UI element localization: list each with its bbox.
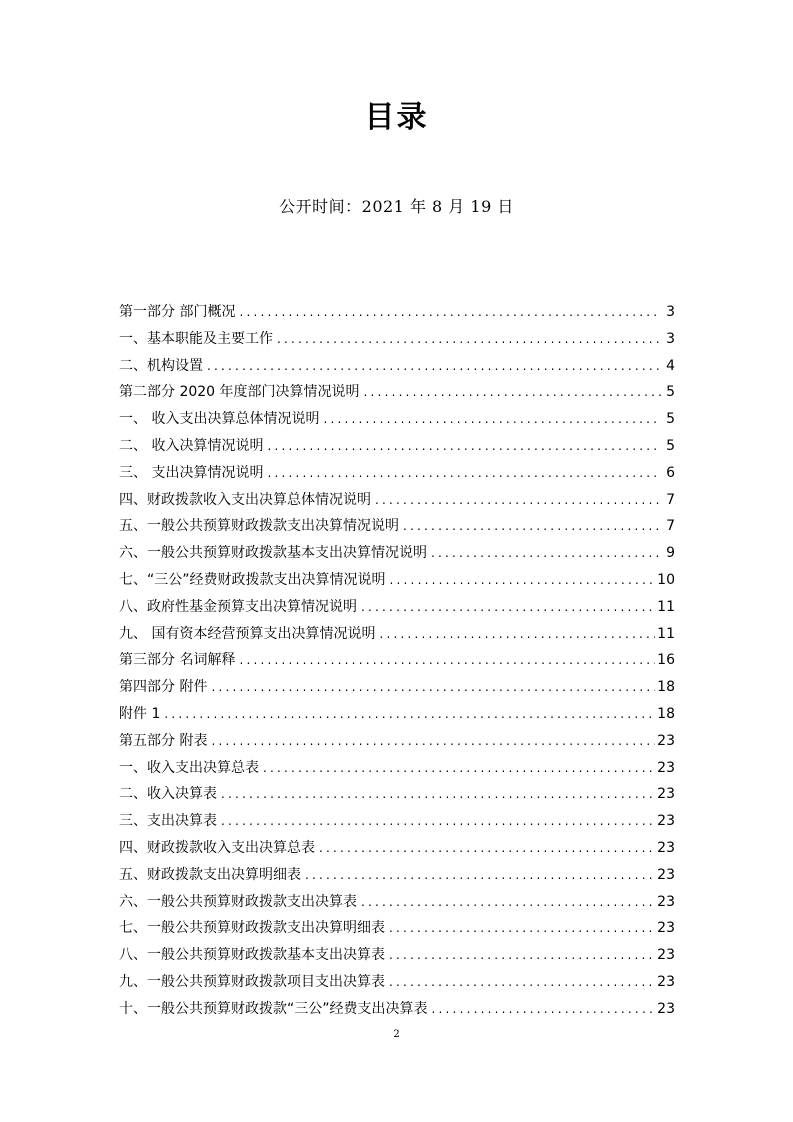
toc-entry-page: 18 [657, 679, 675, 696]
table-of-contents [119, 299, 675, 1023]
toc-entry[interactable] [119, 808, 675, 835]
toc-entry[interactable] [119, 781, 675, 808]
toc-entry[interactable] [119, 728, 675, 755]
toc-leader-dots [390, 567, 656, 594]
toc-entry-label: 附件 1 [119, 705, 161, 722]
toc-entry-page: 6 [666, 464, 675, 481]
toc-leader-dots [375, 487, 661, 514]
toc-leader-dots [305, 862, 655, 889]
toc-leader-dots [364, 379, 661, 406]
toc-entry-label: 第三部分 名词解释 [119, 652, 236, 669]
toc-leader-dots [379, 621, 655, 648]
toc-entry-label: 四、财政拨款收入支出决算总体情况说明 [119, 491, 371, 508]
toc-entry-page: 5 [666, 437, 675, 454]
toc-entry[interactable] [119, 540, 675, 567]
toc-entry[interactable] [119, 299, 675, 326]
toc-entry-label: 六、一般公共预算财政拨款支出决算表 [119, 893, 357, 910]
toc-entry-label: 四、财政拨款收入支出决算总表 [119, 839, 315, 856]
toc-leader-dots [403, 513, 661, 540]
toc-entry[interactable] [119, 513, 675, 540]
toc-entry-label: 八、政府性基金预算支出决算情况说明 [119, 598, 357, 615]
toc-entry-page: 7 [666, 491, 675, 508]
toc-entry-page: 3 [666, 330, 675, 347]
toc-entry[interactable] [119, 621, 675, 648]
toc-entry-label: 第一部分 部门概况 [119, 304, 236, 320]
toc-entry-page: 23 [657, 1000, 675, 1017]
toc-entry-page: 23 [657, 893, 675, 910]
toc-leader-dots [221, 781, 655, 808]
publish-date: 公开时间：2021 年 8 月 19 日 [279, 197, 514, 216]
toc-entry-page: 7 [666, 518, 675, 535]
toc-entry-page: 23 [657, 839, 675, 856]
toc-entry-label: 六、一般公共预算财政拨款基本支出决算情况说明 [119, 545, 427, 562]
toc-leader-dots [207, 353, 661, 380]
toc-entry-label: 第二部分 2020 年度部门决算情况说明 [119, 384, 360, 401]
toc-entry-page: 23 [657, 920, 675, 937]
toc-entry-page: 23 [657, 866, 675, 883]
toc-entry-page: 23 [657, 786, 675, 803]
toc-entry-page: 5 [666, 384, 675, 401]
toc-leader-dots [267, 433, 661, 460]
toc-entry-label: 七、“三公”经费财政拨款支出决算情况说明 [119, 571, 386, 588]
toc-entry-page: 23 [657, 813, 675, 830]
toc-entry[interactable] [119, 674, 675, 701]
toc-entry[interactable] [119, 594, 675, 621]
toc-entry-page: 11 [657, 598, 675, 615]
toc-entry-page: 23 [657, 759, 675, 776]
toc-entry[interactable] [119, 942, 675, 969]
toc-entry[interactable] [119, 755, 675, 782]
toc-entry-label: 二、 收入决算情况说明 [119, 437, 264, 454]
toc-leader-dots [323, 406, 661, 433]
toc-entry[interactable] [119, 996, 675, 1023]
toc-entry-label: 第四部分 附件 [119, 679, 208, 696]
toc-entry[interactable] [119, 460, 675, 487]
toc-entry[interactable] [119, 647, 675, 674]
toc-leader-dots [211, 674, 655, 701]
toc-entry-label: 一、基本职能及主要工作 [119, 330, 273, 347]
toc-leader-dots [267, 460, 661, 487]
toc-entry-label: 二、机构设置 [119, 357, 203, 374]
toc-leader-dots [164, 701, 655, 728]
toc-entry-page: 18 [657, 705, 675, 722]
page-number: 2 [393, 1029, 400, 1040]
toc-entry-label: 五、一般公共预算财政拨款支出决算情况说明 [119, 518, 399, 535]
toc-leader-dots [277, 326, 661, 353]
toc-entry[interactable] [119, 701, 675, 728]
toc-leader-dots [432, 996, 656, 1023]
toc-entry-page: 23 [657, 973, 675, 990]
toc-leader-dots [319, 835, 655, 862]
toc-entry-page: 23 [657, 947, 675, 964]
page-title: 目录 [364, 100, 429, 135]
toc-entry[interactable] [119, 433, 675, 460]
toc-entry[interactable] [119, 326, 675, 353]
toc-entry[interactable] [119, 889, 675, 916]
toc-entry-page: 10 [657, 571, 675, 588]
toc-leader-dots [431, 540, 661, 567]
toc-entry[interactable] [119, 567, 675, 594]
toc-entry-page: 9 [666, 545, 675, 562]
toc-leader-dots [239, 299, 661, 326]
toc-entry[interactable] [119, 835, 675, 862]
toc-leader-dots [389, 969, 655, 996]
toc-entry-label: 十、一般公共预算财政拨款“三公”经费支出决算表 [119, 1000, 428, 1017]
toc-leader-dots [389, 942, 655, 969]
toc-entry-label: 三、支出决算表 [119, 813, 217, 830]
toc-entry[interactable] [119, 353, 675, 380]
toc-entry-page: 23 [657, 732, 675, 749]
toc-leader-dots [389, 915, 655, 942]
toc-leader-dots [221, 808, 655, 835]
toc-entry[interactable] [119, 487, 675, 514]
toc-entry[interactable] [119, 379, 675, 406]
toc-leader-dots [361, 889, 655, 916]
toc-entry-label: 第五部分 附表 [119, 732, 208, 749]
toc-leader-dots [211, 728, 655, 755]
toc-entry[interactable] [119, 969, 675, 996]
toc-entry-page: 3 [666, 304, 675, 320]
toc-entry-label: 一、收入支出决算总表 [119, 759, 259, 776]
toc-entry-page: 4 [666, 357, 675, 374]
toc-entry-label: 二、收入决算表 [119, 786, 217, 803]
toc-entry-label: 九、一般公共预算财政拨款项目支出决算表 [119, 973, 385, 990]
toc-entry[interactable] [119, 406, 675, 433]
toc-entry-page: 11 [657, 625, 675, 642]
toc-entry-label: 八、一般公共预算财政拨款基本支出决算表 [119, 947, 385, 964]
toc-leader-dots [239, 647, 655, 674]
toc-entry[interactable] [119, 862, 675, 889]
toc-entry-page: 5 [666, 411, 675, 428]
toc-entry-label: 九、 国有资本经营预算支出决算情况说明 [119, 625, 376, 642]
toc-entry-label: 七、一般公共预算财政拨款支出决算明细表 [119, 920, 385, 937]
toc-entry-label: 一、 收入支出决算总体情况说明 [119, 411, 320, 428]
toc-leader-dots [263, 755, 655, 782]
toc-entry-label: 五、财政拨款支出决算明细表 [119, 866, 301, 883]
toc-entry[interactable] [119, 915, 675, 942]
toc-entry-label: 三、 支出决算情况说明 [119, 464, 264, 481]
toc-leader-dots [361, 594, 655, 621]
toc-entry-page: 16 [657, 652, 675, 669]
